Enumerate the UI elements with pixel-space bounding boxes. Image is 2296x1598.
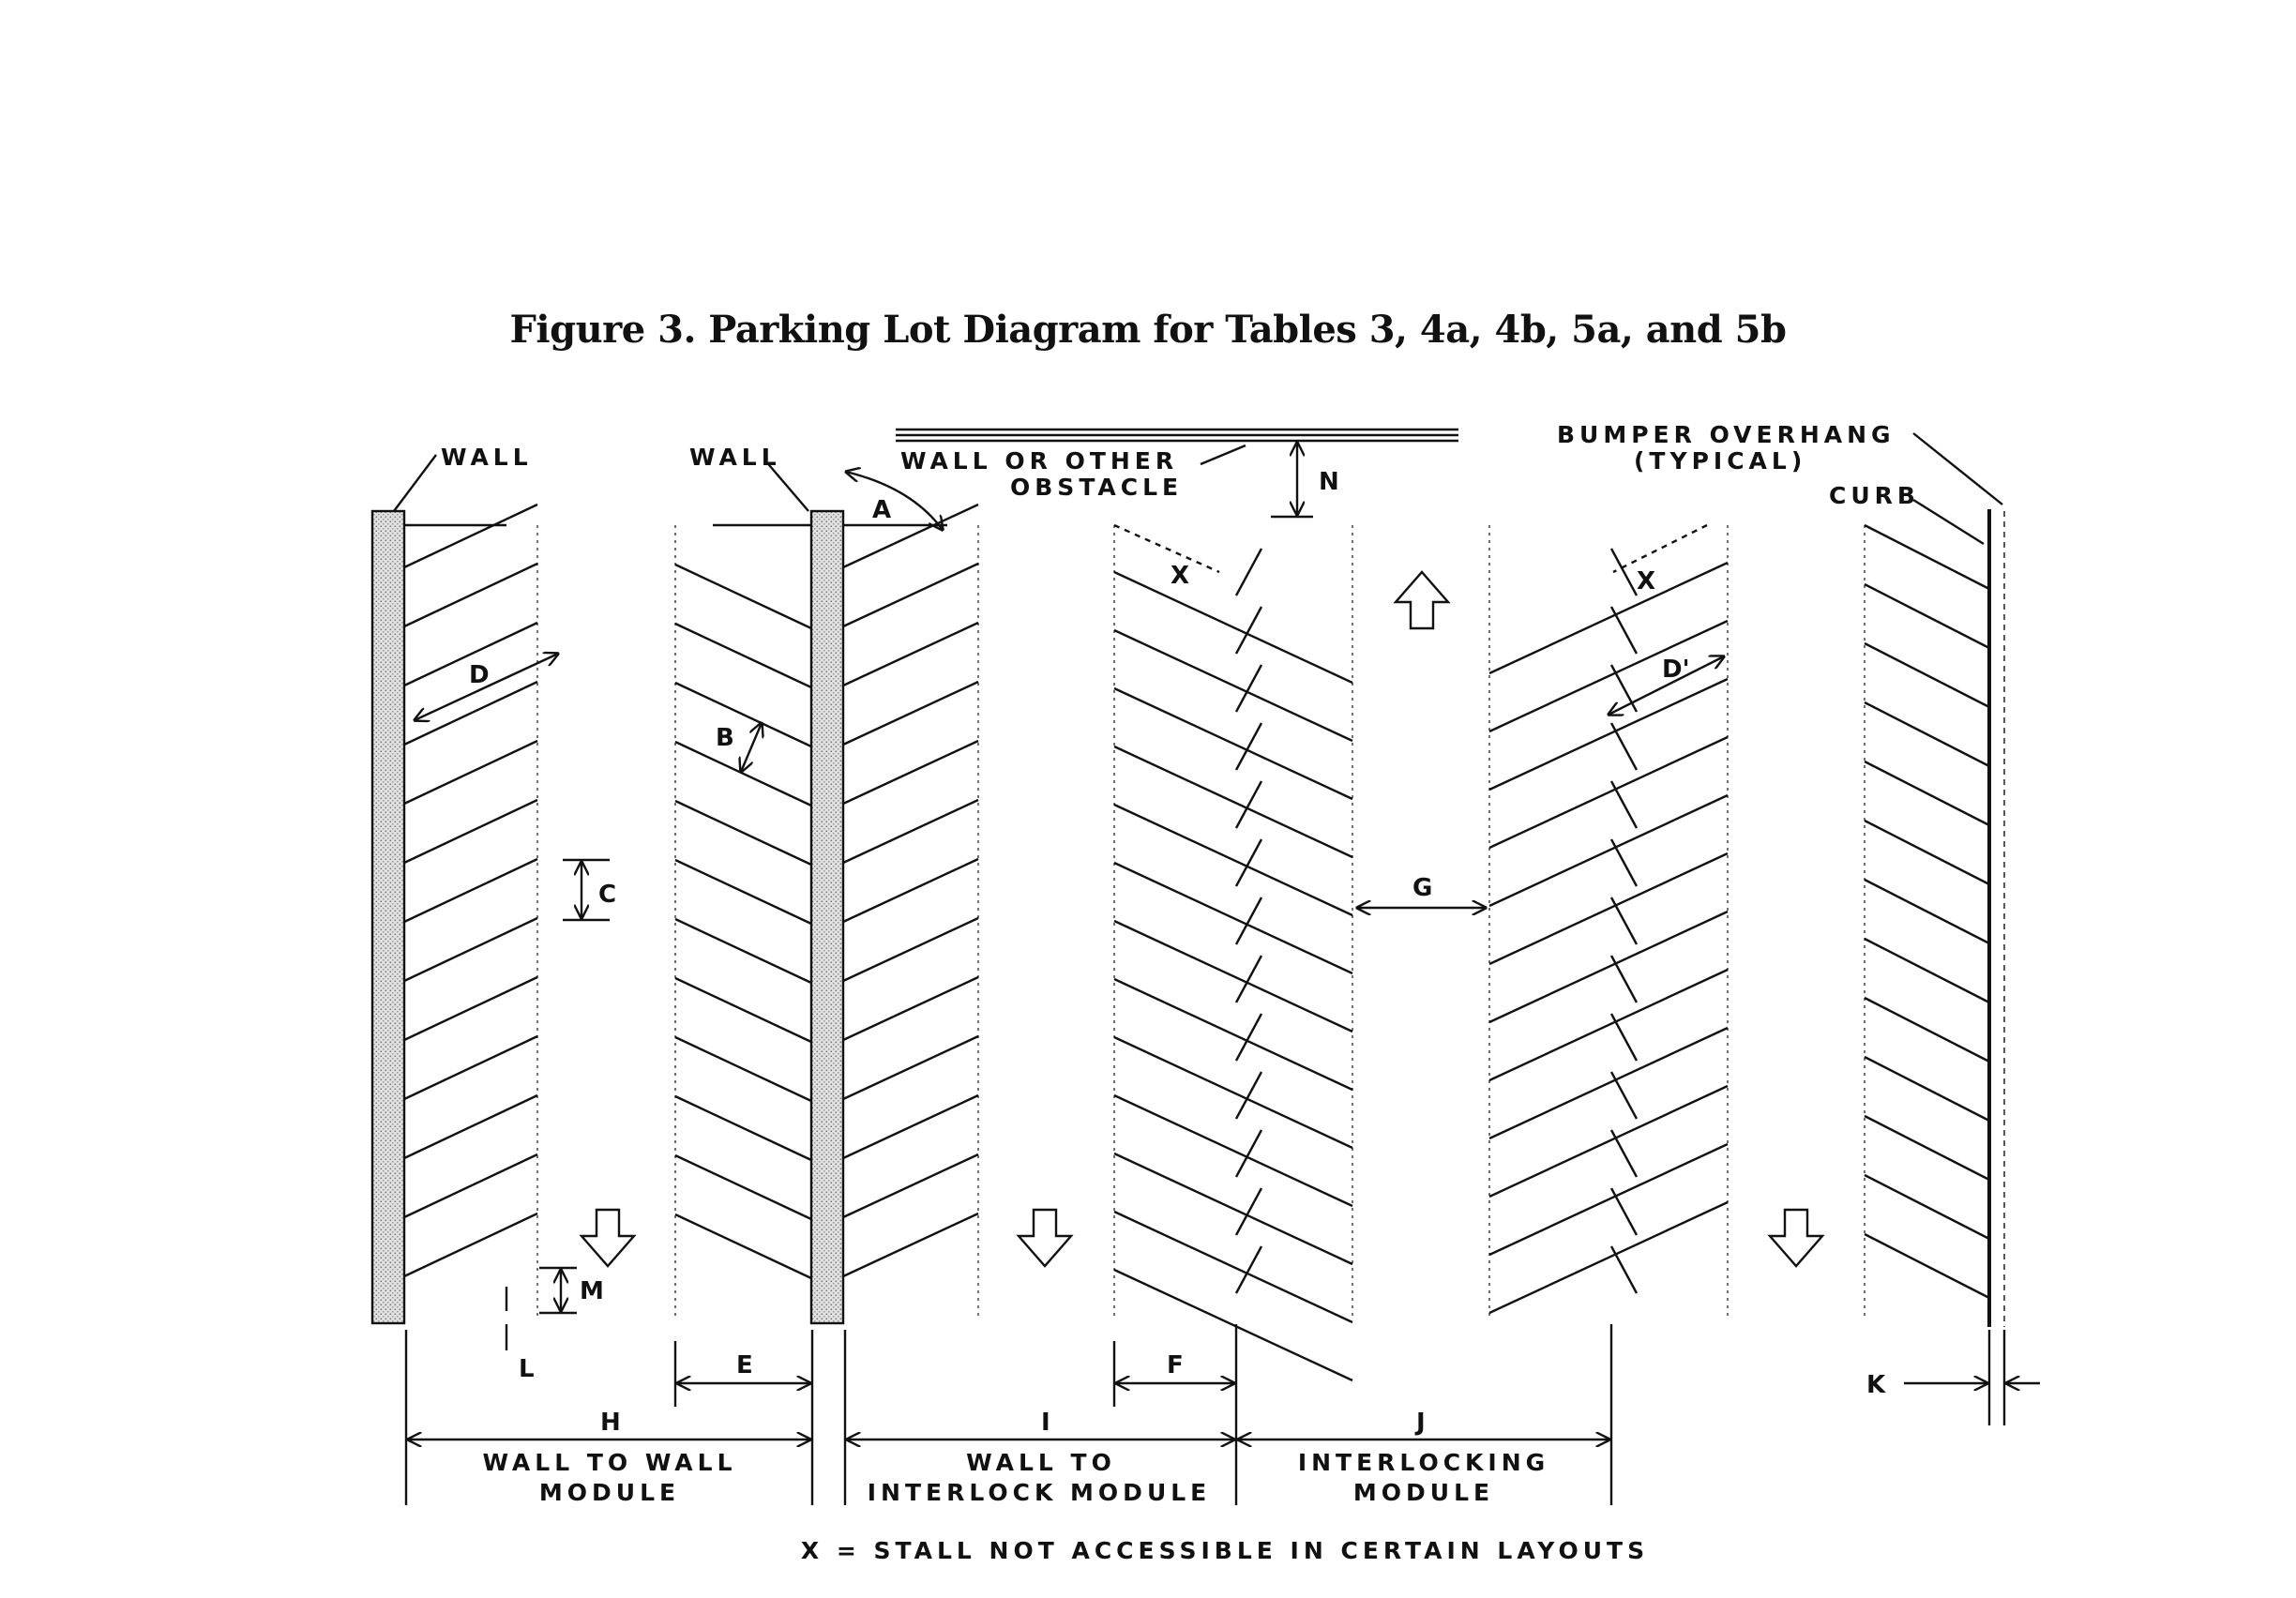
stall-line: [843, 1095, 978, 1158]
module-wall-to-wall-1: WALL TO WALL: [482, 1449, 737, 1476]
stall-line: [1489, 621, 1728, 731]
stall-line: [1114, 1270, 1352, 1380]
stall-line: [1236, 549, 1261, 595]
stall-line: [843, 682, 978, 745]
stall-line: [1611, 1130, 1637, 1177]
stall-line: [404, 564, 537, 626]
stall-line: [1489, 737, 1728, 848]
stall-line: [1613, 525, 1707, 572]
stall-line: [1611, 607, 1637, 654]
stall-line: [675, 1096, 811, 1160]
label-wall-obstacle-2: OBSTACLE: [1010, 474, 1184, 501]
stall-line: [1489, 1202, 1728, 1313]
stall-line: [843, 741, 978, 804]
stall-line: [675, 860, 811, 924]
stall-line: [404, 800, 537, 863]
stall-line: [675, 1155, 811, 1219]
module-wall-to-wall-2: MODULE: [538, 1479, 681, 1506]
stall-line: [843, 918, 978, 981]
label-curb: CURB: [1829, 482, 1920, 509]
stall-line: [1865, 1234, 1989, 1298]
stall-line: [843, 564, 978, 626]
footnote: X = STALL NOT ACCESSIBLE IN CERTAIN LAYOUTS: [800, 1537, 1650, 1564]
stall-line: [1865, 702, 1989, 766]
stall-line: [1489, 1028, 1728, 1138]
dim-c-label: C: [598, 881, 617, 909]
dim-d-label: D: [469, 661, 490, 689]
down-arrow-left: [582, 1210, 634, 1266]
stall-line: [675, 919, 811, 983]
label-bumper-overhang: BUMPER OVERHANG: [1557, 421, 1896, 448]
stall-line: [1114, 630, 1352, 741]
label-wall-middle: WALL: [689, 444, 781, 471]
stall-line: [675, 1037, 811, 1101]
stall-line: [404, 1036, 537, 1099]
dim-b-line: [741, 723, 762, 772]
stall-line: [843, 800, 978, 863]
stall-line: [1489, 912, 1728, 1022]
stall-line: [1611, 1246, 1637, 1293]
left-wall: [372, 511, 404, 1323]
stall-line: [1114, 688, 1352, 799]
stall-line: [404, 682, 537, 745]
dim-d-prime-label: D': [1662, 656, 1690, 684]
stall-line: [1114, 746, 1352, 857]
stall-rows: [404, 505, 1989, 1380]
stall-line: [1865, 761, 1989, 825]
middle-wall: [811, 511, 843, 1323]
stall-line: [1114, 1153, 1352, 1264]
down-arrow-middle: [1019, 1210, 1071, 1266]
stall-line: [1611, 1188, 1637, 1235]
stall-line: [675, 683, 811, 746]
stall-line: [1865, 821, 1989, 884]
stall-line: [1611, 723, 1637, 770]
stall-line: [404, 1154, 537, 1217]
dim-n-label: N: [1319, 468, 1339, 496]
stall-line: [675, 565, 811, 628]
stall-line: [843, 505, 978, 567]
stall-line: [843, 623, 978, 686]
stall-line: [1611, 665, 1637, 712]
stall-line: [1611, 1014, 1637, 1061]
stall-line: [1611, 956, 1637, 1003]
stall-line: [1114, 525, 1219, 572]
stall-line: [1865, 1116, 1989, 1180]
stall-line: [843, 977, 978, 1040]
stall-line: [1865, 1057, 1989, 1121]
stall-line: [1489, 970, 1728, 1080]
label-wall-obstacle-1: WALL OR OTHER: [900, 447, 1179, 475]
stall-line: [675, 978, 811, 1042]
dim-b-label: B: [716, 724, 734, 752]
stall-line: [675, 801, 811, 865]
stall-line: [1865, 1175, 1989, 1239]
dim-j-label: J: [1416, 1409, 1426, 1437]
stall-line: [1865, 939, 1989, 1003]
down-arrow-right: [1770, 1210, 1822, 1266]
stall-line: [843, 1154, 978, 1217]
dim-f-label: F: [1167, 1351, 1184, 1379]
stall-line: [1114, 572, 1352, 683]
stall-line: [1489, 853, 1728, 964]
stall-line: [675, 1214, 811, 1278]
dim-i-label: I: [1041, 1409, 1050, 1437]
stall-line: [1114, 805, 1352, 915]
stall-line: [1865, 643, 1989, 707]
stall-line: [404, 741, 537, 804]
stall-line: [1865, 584, 1989, 648]
stall-line: [1865, 880, 1989, 943]
dim-k-label: K: [1866, 1371, 1886, 1399]
stall-line: [843, 1036, 978, 1099]
label-x-left: X: [1171, 562, 1190, 590]
dim-e-label: E: [736, 1351, 753, 1379]
label-wall-left: WALL: [441, 444, 533, 471]
stall-line: [1611, 897, 1637, 944]
module-wall-to-interlock-2: INTERLOCK MODULE: [867, 1479, 1212, 1506]
stall-line: [1489, 679, 1728, 790]
dim-g-label: G: [1412, 874, 1433, 902]
stall-line: [404, 918, 537, 981]
stall-line: [404, 859, 537, 922]
label-x-right: X: [1637, 567, 1656, 595]
stall-line: [404, 505, 537, 567]
stall-line: [1489, 795, 1728, 906]
dim-h-label: H: [600, 1409, 621, 1437]
stall-line: [1865, 998, 1989, 1062]
label-bumper-typical: (TYPICAL): [1634, 447, 1807, 475]
stall-line: [1114, 1212, 1352, 1322]
stall-line: [675, 742, 811, 806]
stall-line: [1489, 1144, 1728, 1255]
stall-end-lines: [537, 525, 1865, 1320]
stall-line: [1611, 839, 1637, 886]
stall-line: [404, 1214, 537, 1276]
dim-a-label: A: [872, 496, 892, 524]
stall-line: [1114, 979, 1352, 1090]
module-interlocking-2: MODULE: [1352, 1479, 1495, 1506]
stall-line: [843, 1214, 978, 1276]
stall-line: [404, 1095, 537, 1158]
stall-line: [1489, 563, 1728, 673]
module-wall-to-interlock-1: WALL TO: [966, 1449, 1116, 1476]
stall-line: [1114, 863, 1352, 973]
stall-line: [1114, 1037, 1352, 1148]
stall-line: [675, 624, 811, 687]
stall-line: [843, 859, 978, 922]
up-arrow-center: [1396, 572, 1448, 628]
stall-line: [1611, 781, 1637, 828]
stall-line: [1114, 921, 1352, 1032]
dim-l-label: L: [519, 1355, 535, 1383]
stall-line: [404, 977, 537, 1040]
dim-m-label: M: [580, 1277, 604, 1305]
stall-line: [1611, 1072, 1637, 1119]
stall-line: [1489, 1086, 1728, 1197]
figure-title: Figure 3. Parking Lot Diagram for Tables 3, 4a, 4b, 5a, and 5b: [509, 308, 1787, 352]
stall-line: [1114, 1095, 1352, 1206]
module-interlocking-1: INTERLOCKING: [1297, 1449, 1550, 1476]
dim-a-arc: [846, 472, 943, 530]
